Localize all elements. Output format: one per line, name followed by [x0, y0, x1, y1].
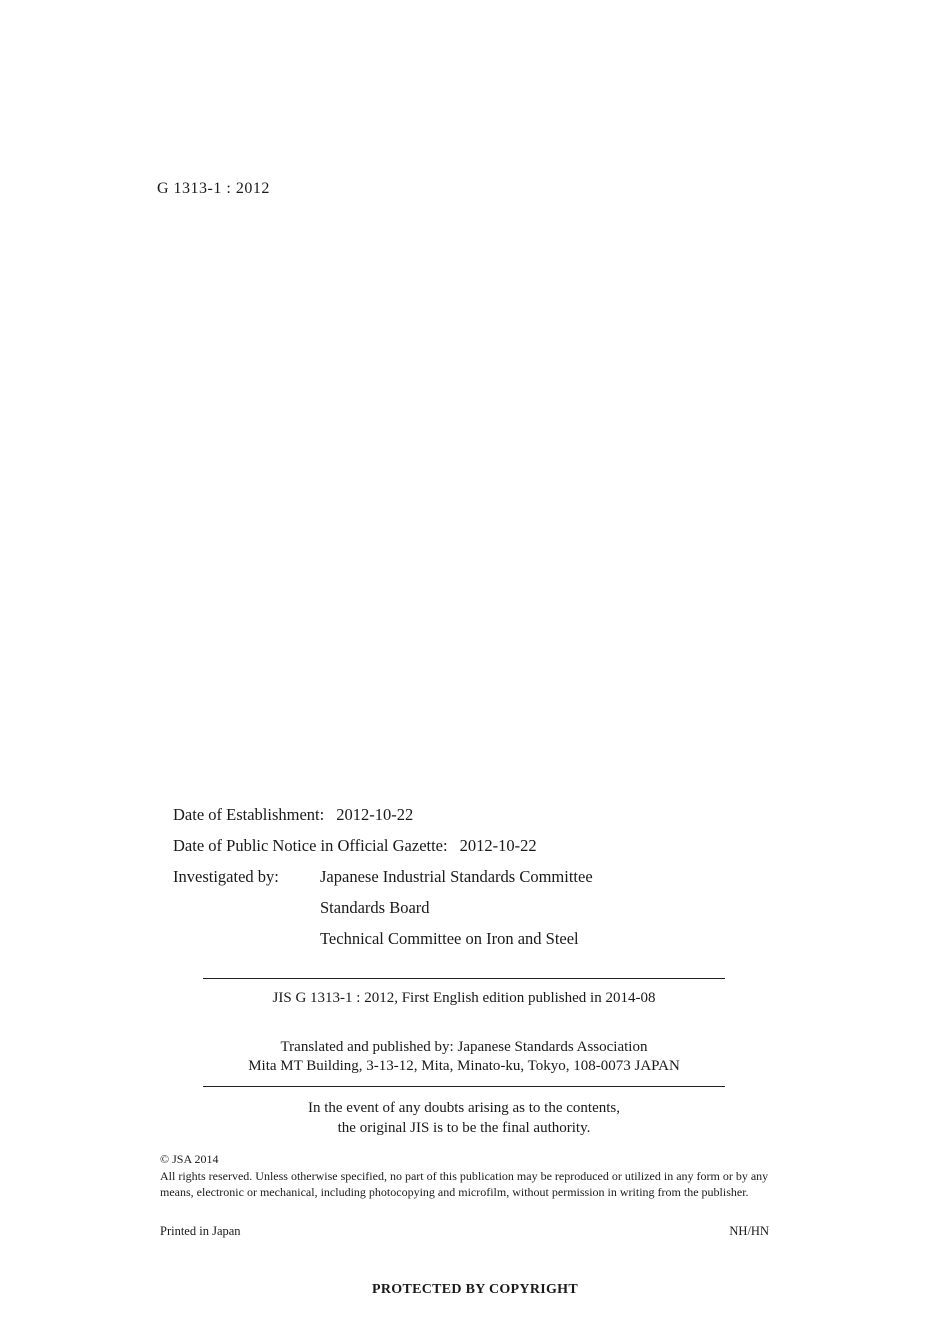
copyright-notice	[160, 1151, 775, 1201]
publisher-line: Translated and published by: Japanese Standards Association	[280, 1039, 648, 1055]
public-notice-label: Date of Public Notice in Official Gazette:	[173, 836, 448, 855]
authority-line-2: the original JIS is to be the final authority.	[337, 1120, 591, 1136]
investigated-label: Investigated by:	[173, 867, 279, 886]
document-code: G 1313-1 : 2012	[157, 180, 270, 197]
printed-in: Printed in Japan	[160, 1224, 241, 1238]
public-notice-value: 2012-10-22	[459, 836, 537, 855]
copyright-holder: © JSA 2014	[160, 1152, 219, 1166]
publisher-address: Mita MT Building, 3-13-12, Mita, Minato-ku, Tokyo, 108-0073 JAPAN	[248, 1058, 680, 1074]
establishment-value: 2012-10-22	[336, 805, 414, 824]
protected-by-copyright: PROTECTED BY COPYRIGHT	[372, 1282, 578, 1297]
establishment-label: Date of Establishment:	[173, 805, 325, 824]
establishment-date-row	[173, 805, 413, 825]
copyright-text: All rights reserved. Unless otherwise specified, no part of this publication may be reproduced or utilized in any form or by any means, electronic or mechanical, including photocopying and microfilm, without permission in writing from the publisher.	[160, 1168, 769, 1199]
public-notice-row	[173, 836, 537, 856]
top-divider	[203, 978, 725, 979]
investigator-technical-committee: Technical Committee on Iron and Steel	[320, 929, 579, 948]
investigator-board: Standards Board	[320, 898, 430, 917]
authority-notice	[203, 1098, 725, 1138]
investigator-committee: Japanese Industrial Standards Committee	[320, 867, 593, 886]
edition-line: JIS G 1313-1 : 2012, First English edition published in 2014-08	[272, 990, 656, 1006]
authority-line-1: In the event of any doubts arising as to the contents,	[307, 1100, 620, 1116]
bottom-divider	[203, 1086, 725, 1087]
printer-code: NH/HN	[729, 1224, 769, 1238]
